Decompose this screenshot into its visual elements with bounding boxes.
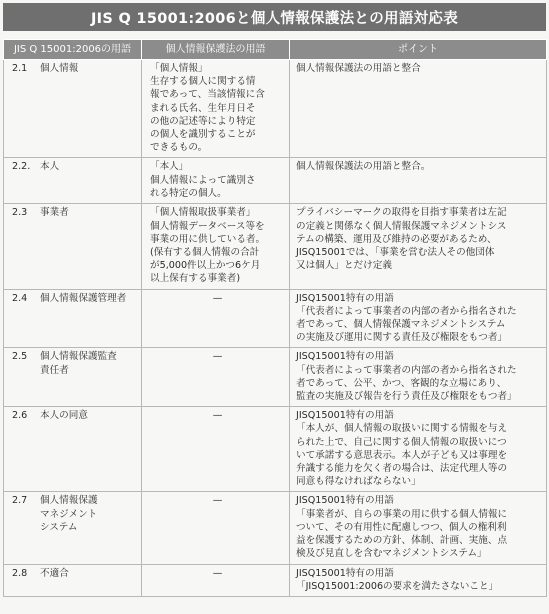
header-law-term: 個人情報保護法の用語 xyxy=(142,40,290,60)
law-term-cell: 「個人情報取扱事業者」 個人情報データベース等を 事業の用に供している者。 (保有する個人情報の合計 が5,000件以上かつ6ケ月 以上保有する事業者) xyxy=(142,204,290,289)
term-number: 2.3 xyxy=(12,207,28,219)
point-cell: プライバシーマークの取得を目指す事業者は左記 の定義と関係なく個人情報保護マネジメントシス テムの構築、運用及び維持の必要があるため、 JISQ15001では、「事業を営む法人その他団体 又は個人」とだけ定義 xyxy=(290,204,547,289)
jis-term-cell xyxy=(4,60,142,158)
term-number: 2.8 xyxy=(12,567,28,579)
term-name: 個人情報 xyxy=(40,63,79,74)
term-name: 個人情報保護監査 責任者 xyxy=(40,351,117,376)
term-name: 個人情報保護管理者 xyxy=(40,292,127,304)
jis-term-cell xyxy=(4,407,142,492)
jis-term-cell xyxy=(4,289,142,348)
table-row xyxy=(4,564,547,596)
term-number: 2.7 xyxy=(12,495,28,507)
law-term-cell: — xyxy=(142,289,290,348)
law-term-cell: — xyxy=(142,564,290,596)
term-name: 個人情報保護 マネジメント システム xyxy=(40,495,98,533)
law-term-cell: 「本人」 個人情報によって識別さ れる特定の個人。 xyxy=(142,158,290,204)
law-term-cell: 「個人情報」 生存する個人に関する情 報であって、当該情報に含 まれる氏名、生年月日そ の他の記述等により特定 の個人を識別することが できるもの。 xyxy=(142,60,290,158)
law-term-cell: — xyxy=(142,348,290,407)
table-row xyxy=(4,407,547,492)
point-cell: 個人情報保護法の用語と整合 xyxy=(290,60,547,158)
table-row xyxy=(4,60,547,158)
jis-term-cell xyxy=(4,492,142,564)
jis-term-cell xyxy=(4,564,142,596)
term-number: 2.4 xyxy=(12,292,28,304)
table-header-row xyxy=(4,40,547,60)
point-cell: 個人情報保護法の用語と整合。 xyxy=(290,158,547,204)
jis-term-cell xyxy=(4,348,142,407)
header-point: ポイント xyxy=(290,40,547,60)
table-row xyxy=(4,289,547,348)
point-cell: JISQ15001特有の用語 「事業者が、自らの事業の用に供する個人情報に ついて、その有用性に配慮しつつ、個人の権利利 益を保護するための方針、体制、計画、実施、点 検及び見直しを含むマネジメントシステム」 xyxy=(290,492,547,564)
term-number: 2.5 xyxy=(12,351,28,363)
point-cell: JISQ15001特有の用語 「JISQ15001:2006の要求を満たさないこと」 xyxy=(290,564,547,596)
point-cell: JISQ15001特有の用語 「代表者によって事業者の内部の者から指名された 者であって、個人情報保護マネジメントシステム の実施及び運用に関する責任及び権限をもつ者」 xyxy=(290,289,547,348)
law-term-cell: — xyxy=(142,492,290,564)
table-row xyxy=(4,492,547,564)
table-row xyxy=(4,204,547,289)
header-jis-term: JIS Q 15001:2006の用語 xyxy=(4,40,142,60)
term-name: 本人 xyxy=(40,161,60,173)
page-title: JIS Q 15001:2006と個人情報保護法との用語対応表 xyxy=(3,3,546,31)
point-cell: JISQ15001特有の用語 「本人が、個人情報の取扱いに関する情報を与え られた上で、自己に関する個人情報の取扱いにつ いて承諾する意思表示。本人が子ども又は事理を 弁識する能力を欠く者の場合は、法定代理人等の 同意も得なければならない」 xyxy=(290,407,547,492)
term-number: 2.6 xyxy=(12,410,28,422)
point-cell: JISQ15001特有の用語 「代表者によって事業者の内部の者から指名された 者であって、公平、かつ、客観的な立場にあり、 監査の実施及び報告を行う責任及び権限をもつ者」 xyxy=(290,348,547,407)
term-name: 事業者 xyxy=(40,207,69,219)
table-row xyxy=(4,348,547,407)
term-mapping-table xyxy=(3,39,547,597)
jis-term-cell xyxy=(4,158,142,204)
term-number: 2.2. xyxy=(12,161,31,173)
term-name: 不適合 xyxy=(40,567,69,579)
law-term-cell: — xyxy=(142,407,290,492)
term-name: 本人の同意 xyxy=(40,410,88,422)
table-row xyxy=(4,158,547,204)
term-number: 2.1 xyxy=(12,63,28,74)
jis-term-cell xyxy=(4,204,142,289)
